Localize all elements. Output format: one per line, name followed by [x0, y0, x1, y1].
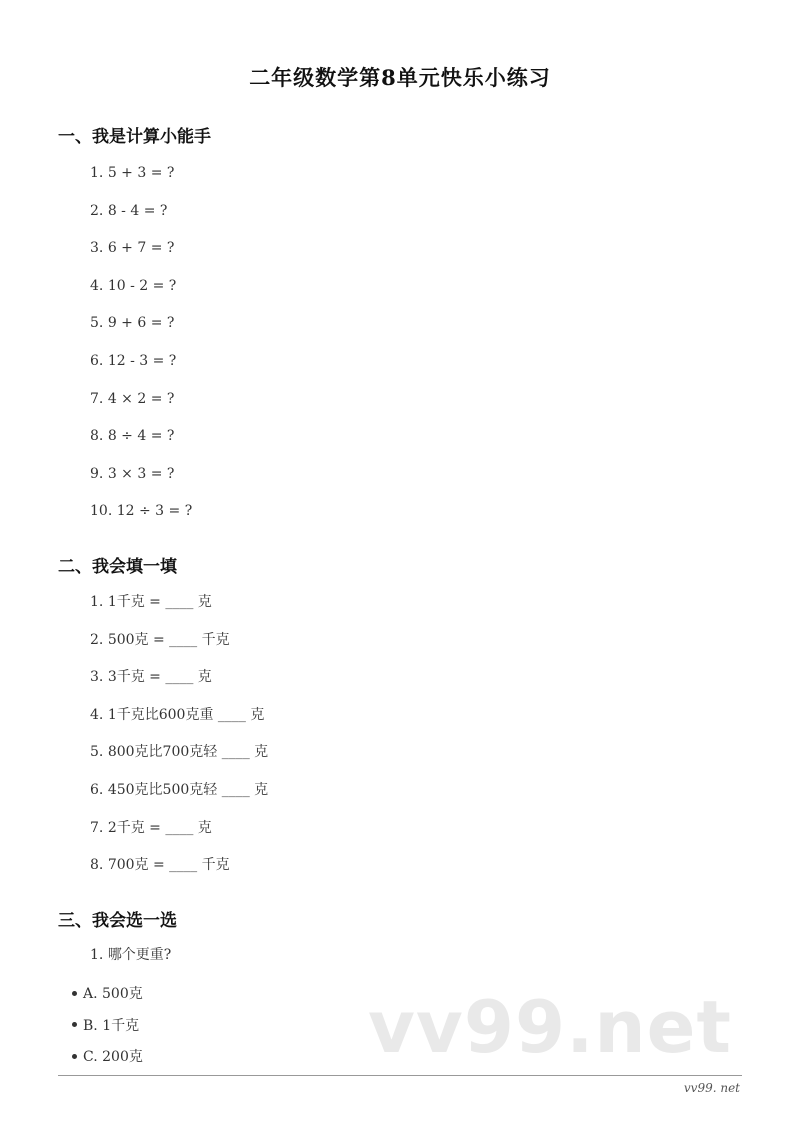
question-text: 8 ÷ 4 = ?	[107, 428, 175, 445]
choice-question-list	[90, 945, 171, 983]
question-text: 3千克 = ____ 克	[107, 669, 212, 686]
question-item	[90, 592, 268, 630]
option-text: 200克	[102, 1049, 143, 1065]
question-item	[90, 389, 192, 427]
question-text: 800克比700克轻 ____ 克	[107, 744, 269, 761]
question-text: 4 × 2 = ?	[107, 390, 175, 407]
question-text: 6 + 7 = ?	[107, 240, 175, 257]
question-number: 8.	[90, 857, 104, 874]
page-title: 二年级数学第8单元快乐小练习	[249, 65, 551, 90]
watermark: vv99.net	[368, 985, 732, 1069]
question-number: 5.	[90, 315, 104, 332]
question-number: 4.	[90, 706, 104, 723]
question-number: 2.	[90, 202, 104, 219]
option-text: 1千克	[102, 1017, 140, 1034]
question-text: 5 + 3 = ?	[107, 165, 175, 181]
question-item	[90, 855, 268, 893]
question-number: 7.	[90, 390, 104, 407]
option-a	[72, 984, 143, 1016]
question-text: 1千克 = ____ 克	[107, 594, 212, 610]
bullet-icon	[72, 991, 77, 996]
option-label: B.	[83, 1017, 98, 1034]
section-heading-calculation: 一、我是计算小能手	[58, 127, 211, 147]
calculation-question-list	[90, 163, 192, 539]
question-text: 8 - 4 = ?	[107, 202, 168, 219]
question-item	[90, 163, 192, 201]
question-text: 12 ÷ 3 = ?	[116, 503, 193, 520]
question-item	[90, 426, 192, 464]
question-item	[90, 705, 268, 743]
question-number: 1.	[90, 165, 104, 181]
question-item	[90, 313, 192, 351]
question-text: 10 - 2 = ?	[107, 277, 177, 294]
question-item	[90, 945, 171, 983]
question-item	[90, 464, 192, 502]
question-text: 哪个更重?	[107, 947, 172, 963]
question-text: 500克 = ____ 千克	[107, 631, 230, 648]
question-number: 1.	[90, 594, 104, 610]
question-number: 6.	[90, 352, 104, 369]
question-item	[90, 201, 192, 239]
question-number: 1.	[90, 947, 104, 963]
question-item	[90, 667, 268, 705]
question-number: 5.	[90, 744, 104, 761]
question-item	[90, 238, 192, 276]
question-number: 10.	[90, 503, 113, 520]
choice-options	[72, 984, 143, 1079]
question-text: 1千克比600克重 ____ 克	[107, 706, 265, 723]
question-number: 4.	[90, 277, 104, 294]
question-number: 9.	[90, 465, 104, 482]
section-heading-fill-in: 二、我会填一填	[58, 557, 177, 577]
question-item	[90, 501, 192, 539]
question-text: 2千克 = ____ 克	[107, 819, 212, 836]
question-text: 12 - 3 = ?	[107, 352, 177, 369]
option-c	[72, 1047, 143, 1079]
section-heading-multiple-choice: 三、我会选一选	[58, 911, 177, 931]
option-b	[72, 1016, 143, 1048]
question-number: 8.	[90, 428, 104, 445]
bullet-icon	[72, 1054, 77, 1059]
question-item	[90, 742, 268, 780]
question-item	[90, 351, 192, 389]
question-number: 3.	[90, 240, 104, 257]
option-label: C.	[83, 1049, 98, 1065]
option-label: A.	[83, 986, 98, 1002]
question-item	[90, 780, 268, 818]
footer-text: vv99. net	[683, 1081, 740, 1095]
option-text: 500克	[102, 986, 143, 1002]
question-number: 6.	[90, 781, 104, 798]
question-item	[90, 276, 192, 314]
question-item	[90, 818, 268, 856]
question-text: 9 + 6 = ?	[107, 315, 175, 332]
question-number: 2.	[90, 631, 104, 648]
question-text: 700克 = ____ 千克	[107, 857, 230, 874]
question-number: 7.	[90, 819, 104, 836]
question-text: 3 × 3 = ?	[107, 465, 175, 482]
question-number: 3.	[90, 669, 104, 686]
question-text: 450克比500克轻 ____ 克	[107, 781, 269, 798]
question-item	[90, 630, 268, 668]
bullet-icon	[72, 1022, 77, 1027]
footer-divider	[58, 1075, 742, 1076]
fill-in-question-list	[90, 592, 268, 893]
